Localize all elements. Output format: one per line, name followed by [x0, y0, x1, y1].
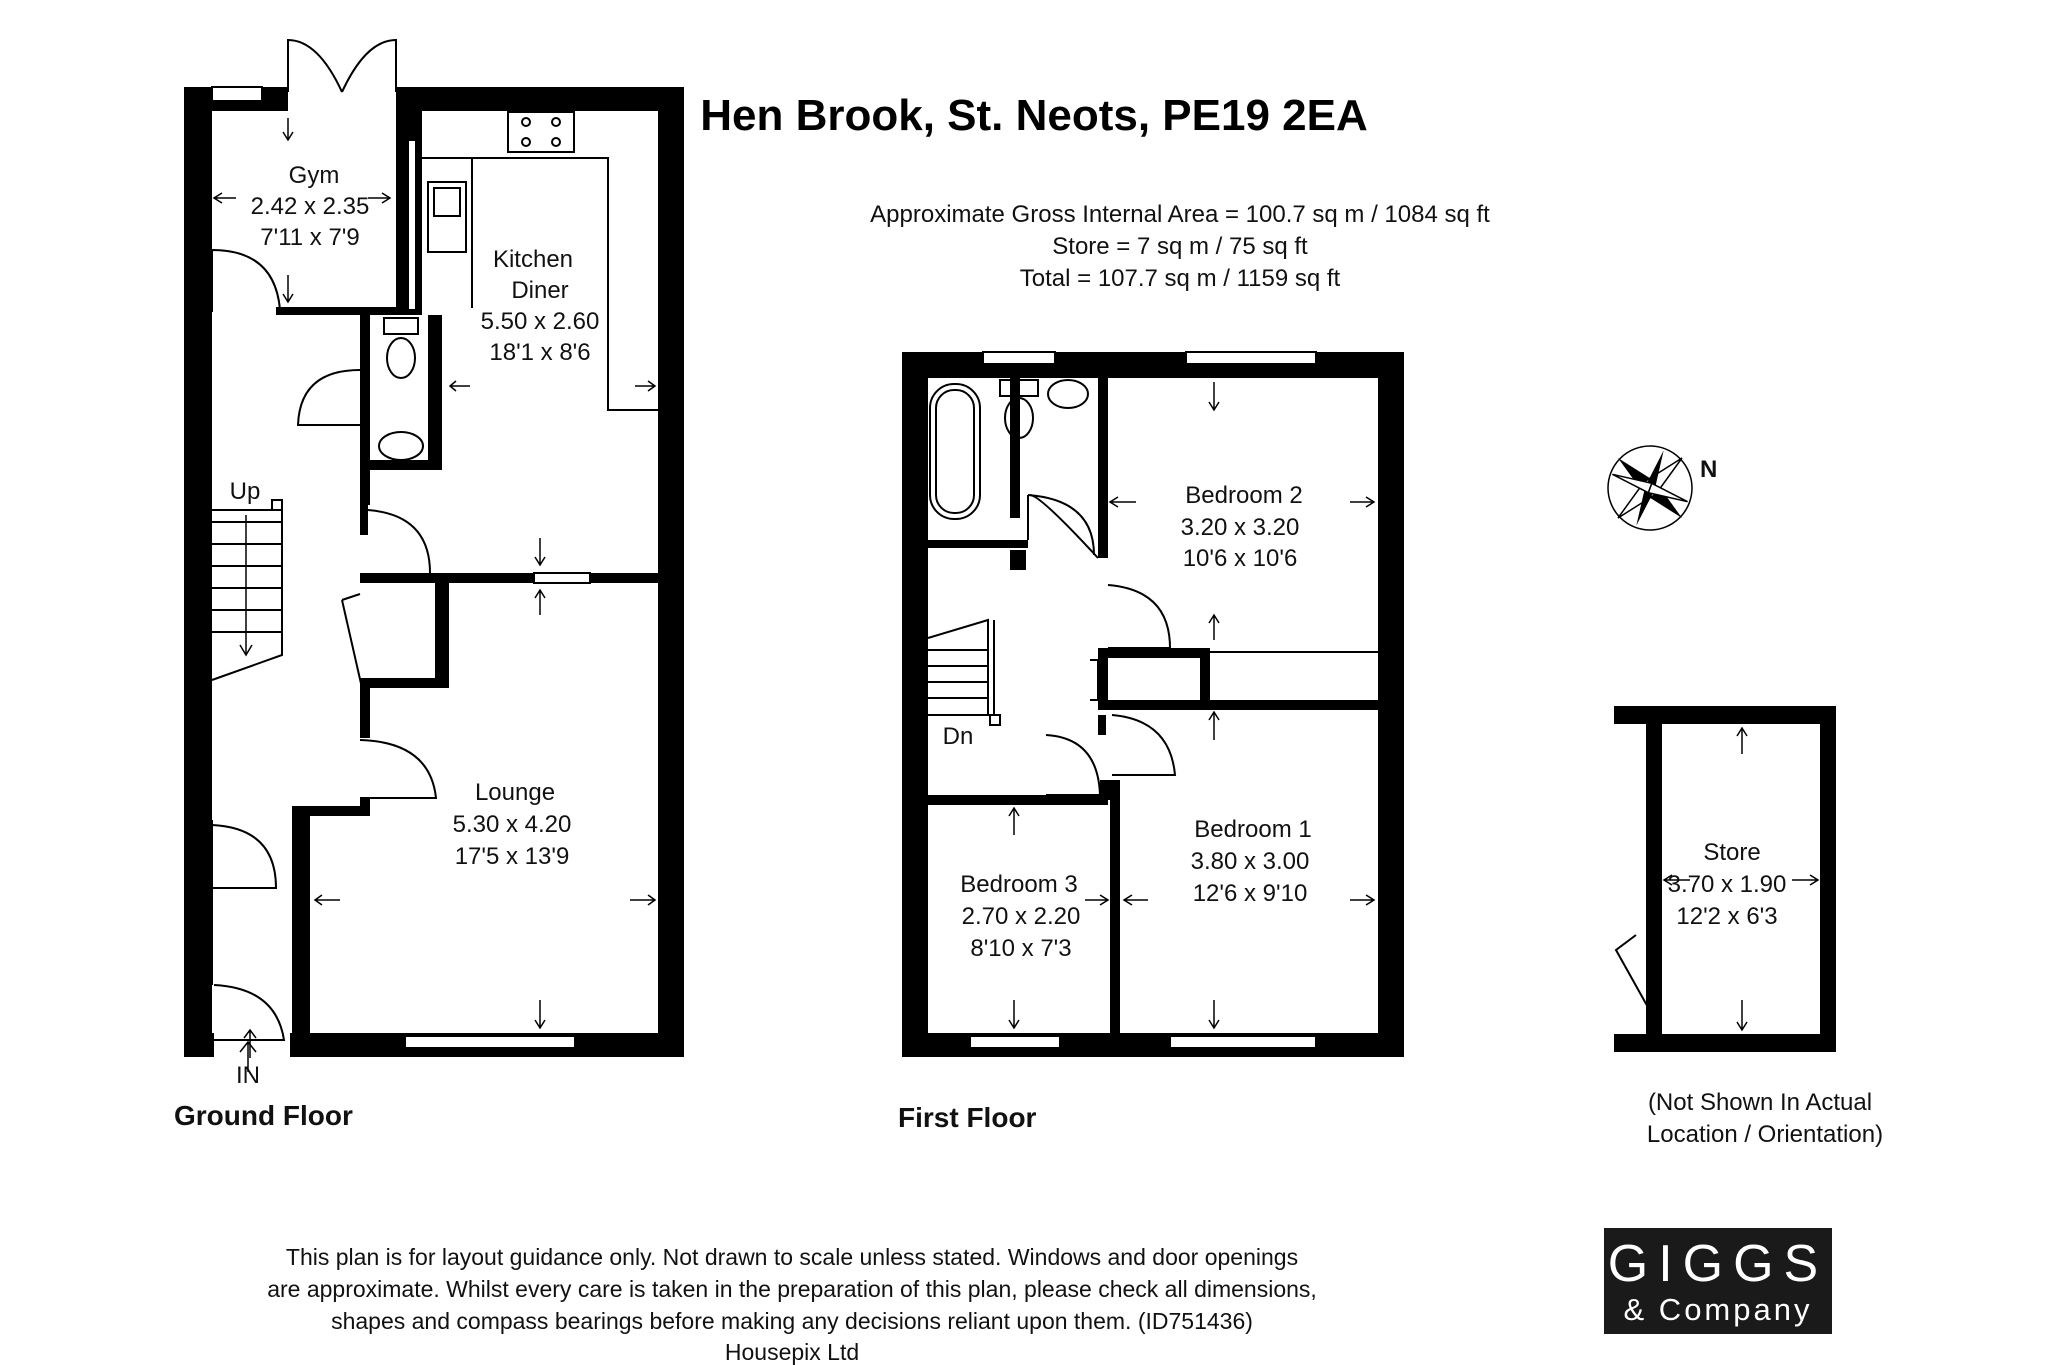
bath-south-wall [928, 540, 1028, 548]
lounge-name: Lounge [474, 779, 556, 806]
wc-west-wall [360, 315, 370, 505]
bedroom2-window-icon [1186, 352, 1316, 364]
lounge-west-wall-lower [292, 806, 310, 1041]
bedroom2-west-wall [1098, 378, 1108, 558]
bedroom1-imperial: 12'6 x 9'10 [1192, 880, 1308, 907]
ground-north-wall-kitchen [396, 87, 684, 111]
kitchen-imperial: 18'1 x 8'6 [489, 339, 591, 366]
store-metric: 3.70 x 1.90 [1667, 871, 1787, 898]
ground-floor-label: Ground Floor [174, 1100, 353, 1131]
hall-stub-wall [360, 505, 368, 535]
gym-door-icon [212, 250, 280, 312]
area-line-1: Approximate Gross Internal Area = 100.7 sq m / 1084 sq ft [870, 201, 1490, 228]
bedroom3-north-wall [928, 795, 1108, 805]
bedroom3-imperial: 8'10 x 7'3 [970, 935, 1072, 962]
bath-corner-wall [1010, 550, 1026, 570]
kitchen-metric: 5.50 x 2.60 [480, 308, 600, 335]
ground-stairs-icon [212, 500, 282, 680]
store-west-wall [1646, 706, 1662, 1018]
bedroom2-cupboard-wall [1098, 648, 1208, 658]
ground-east-wall [658, 87, 684, 1057]
bedroom2-metric: 3.20 x 3.20 [1180, 514, 1300, 541]
gym-imperial: 7'11 x 7'9 [260, 224, 360, 251]
bathroom-window-icon [983, 352, 1055, 364]
bath-icon [930, 384, 980, 519]
store-note-line-2: Location / Orientation) [1646, 1121, 1884, 1148]
logo-sub-text: & Company [1623, 1292, 1813, 1327]
first-west-wall [902, 352, 928, 1057]
ground-south-wall-entry [184, 1033, 214, 1057]
kitchen-name-2: Diner [511, 277, 569, 304]
lounge-west-step [292, 806, 370, 816]
bedroom1-west-wall [1110, 780, 1120, 1040]
first-floor-label: First Floor [898, 1102, 1037, 1133]
giggs-logo [1604, 1228, 1832, 1334]
bedroom3-window-icon [970, 1036, 1060, 1048]
hob-icon [508, 112, 574, 152]
porch-door-icon [212, 825, 276, 888]
ground-west-wall [184, 87, 212, 1057]
first-basin-icon [1048, 380, 1088, 408]
lounge-door-icon [360, 740, 436, 798]
basin-icon [379, 432, 423, 460]
disclaimer-line-1: This plan is for layout guidance only. Not drawn to scale unless stated. Windows and door openings [285, 1244, 1299, 1270]
north-label: N [1700, 456, 1718, 483]
kitchen-door-icon [368, 510, 430, 573]
first-stairs-icon [928, 620, 1000, 725]
gym-window-icon [212, 87, 262, 101]
disclaimer-line-2: are approximate. Whilst every care is taken in the preparation of this plan, please check all dimensions, [267, 1276, 1317, 1302]
bedroom1-metric: 3.80 x 3.00 [1190, 848, 1310, 875]
store-imperial: 12'2 x 6'3 [1676, 903, 1778, 930]
bedroom1-door-icon [1112, 715, 1175, 775]
gym-metric: 2.42 x 2.35 [250, 193, 370, 220]
bedroom3-name: Bedroom 3 [960, 871, 1078, 898]
first-north-wall [902, 352, 1404, 378]
kitchen-window-icon [408, 140, 416, 310]
wc-door-icon [298, 370, 360, 425]
bedroom3-door-icon [1046, 735, 1100, 795]
gym-french-doors-icon [288, 40, 396, 92]
store-note-line-1: (Not Shown In Actual [1647, 1089, 1873, 1116]
store-east-wall [1820, 706, 1836, 1052]
lounge-metric: 5.30 x 4.20 [452, 811, 572, 838]
cupboard-door-icon [342, 594, 362, 688]
area-line-3: Total = 107.7 sq m / 1159 sq ft [1019, 265, 1341, 292]
cupboard-west-wall [1098, 658, 1108, 700]
store-south-wall [1614, 1034, 1836, 1052]
area-line-2: Store = 7 sq m / 75 sq ft [1052, 233, 1308, 260]
up-label: Up [229, 478, 261, 505]
bedroom1-window-icon [1170, 1036, 1316, 1048]
toilet-icon [387, 338, 415, 378]
gym-south-wall [276, 307, 422, 315]
lounge-imperial: 17'5 x 13'9 [454, 843, 570, 870]
bedroom2-imperial: 10'6 x 10'6 [1182, 545, 1298, 572]
page-title: Hen Brook, St. Neots, PE19 2EA [700, 91, 1368, 140]
cupboard-east-wall [435, 583, 449, 688]
bedroom1-north-wall [1098, 700, 1404, 710]
compass-icon [1608, 446, 1692, 530]
store-name: Store [1703, 839, 1761, 866]
airing-cupboard-icon [1090, 660, 1098, 700]
bedroom2-door-icon [1108, 585, 1170, 648]
wc-east-wall [428, 315, 442, 470]
logo-main-text: GIGGS [1607, 1235, 1829, 1293]
lounge-window-south-icon [405, 1036, 575, 1048]
kitchen-name: Kitchen [492, 246, 574, 273]
bedroom3-metric: 2.70 x 2.20 [961, 903, 1081, 930]
kitchen-lounge-wall [360, 573, 664, 583]
bedroom2-name: Bedroom 2 [1185, 482, 1303, 509]
cupboard-south-wall [360, 678, 449, 688]
gym-name: Gym [288, 162, 340, 189]
disclaimer-line-3: shapes and compass bearings before making any decisions reliant upon them. (ID751436) [331, 1308, 1253, 1334]
toilet-cistern-icon [384, 318, 418, 334]
bedroom1-name: Bedroom 1 [1194, 816, 1312, 843]
dn-label: Dn [942, 723, 974, 750]
disclaimer-line-4: Housepix Ltd [724, 1339, 860, 1365]
entrance-label: IN [236, 1062, 260, 1089]
lounge-window-north-icon [534, 573, 590, 583]
